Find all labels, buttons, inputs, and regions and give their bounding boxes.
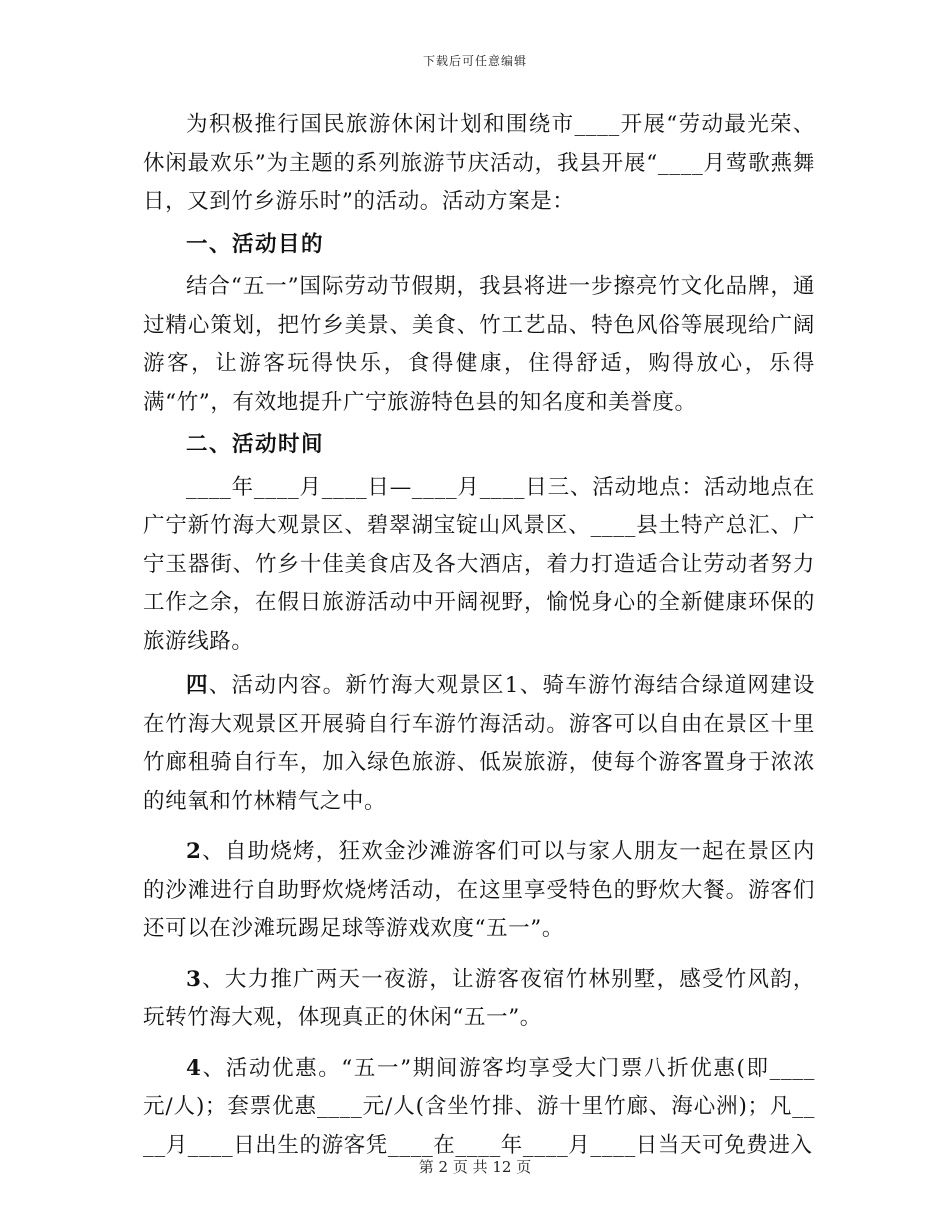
- item-2-paragraph: [143, 833, 815, 949]
- item-4-text: 、活动优惠。“五一”期间游客均享受大门票八折优惠(即____元/人)；套票优惠____元/人(含坐竹排、游十里竹廊、海心洲)；凡____月____日出生的游客凭____在____年____月____日当天可免费进入: [143, 1055, 815, 1158]
- intro-paragraph: 为积极推行国民旅游休闲计划和围绕市____开展“劳动最光荣、休闲最欢乐”为主题的系列旅游节庆活动，我县开展“____月莺歌燕舞日，又到竹乡游乐时”的活动。活动方案是：: [143, 112, 815, 214]
- content-number: 四: [186, 673, 209, 698]
- item-3-paragraph: [143, 961, 815, 1038]
- item-4-number: 4: [186, 1055, 202, 1081]
- section-heading-time: 二、活动时间: [186, 432, 325, 457]
- page-number-footer: 第 2 页 共 12 页: [418, 1158, 532, 1176]
- content-paragraph: [143, 667, 815, 821]
- item-3-number: 3: [186, 966, 202, 992]
- page-header-note: 下载后可任意编辑: [422, 54, 527, 68]
- document-body: [143, 106, 815, 1169]
- section-heading-purpose: 一、活动目的: [186, 231, 325, 257]
- item-4-paragraph: [143, 1050, 815, 1166]
- item-2-number: 2: [186, 839, 202, 864]
- item-2-text: 、自助烧烤，狂欢金沙滩游客们可以与家人朋友一起在景区内的沙滩进行自助野炊烧烤活动，在这里享受特色的野炊大餐。游客们还可以在沙滩玩踢足球等游戏欢度“五一”。: [143, 839, 815, 941]
- content-text: 、活动内容。新竹海大观景区1、骑车游竹海结合绿道网建设在竹海大观景区开展骑自行车游竹海活动。游客可以自由在景区十里竹廊租骑自行车，加入绿色旅游、低炭旅游，使每个游客置身于浓浓的纯氧和竹林精气之中。: [143, 673, 815, 814]
- purpose-paragraph: 结合“五一”国际劳动节假期，我县将进一步擦亮竹文化品牌，通过精心策划，把竹乡美景、美食、竹工艺品、特色风俗等展现给广阔游客，让游客玩得快乐，食得健康，住得舒适，购得放心，乐得满“竹”，有效地提升广宁旅游特色县的知名度和美誉度。: [143, 274, 815, 415]
- item-3-text: 、大力推广两天一夜游，让游客夜宿竹林别墅，感受竹风韵，玩转竹海大观，体现真正的休闲“五一”。: [143, 966, 815, 1030]
- time-location-paragraph: ____年____月____日—____月____日三、活动地点：活动地点在广宁新竹海大观景区、碧翠湖宝锭山风景区、____县土特产总汇、广宁玉器街、竹乡十佳美食店及各大酒店，着力打造适合让劳动者努力工作之余，在假日旅游活动中开阔视野，愉悦身心的全新健康环保的旅游线路。: [143, 474, 815, 654]
